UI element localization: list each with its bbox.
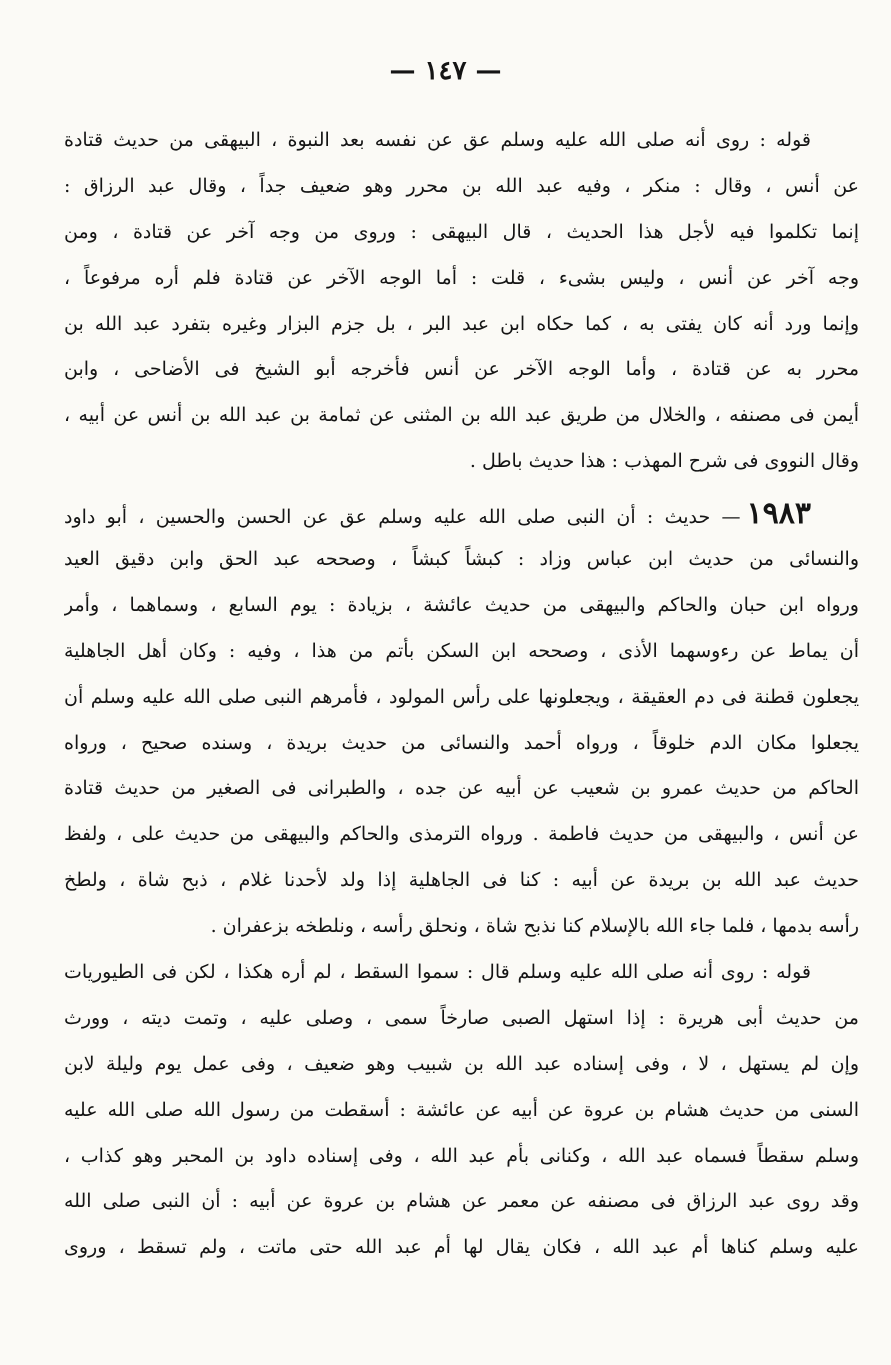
text-line: عن أنس ، والبيهقى من حديث فاطمة . ورواه الترمذى والحاكم والبيهقى من حديث على ، ولفظ [64,823,859,846]
text-line: وجه آخر عن أنس ، وليس بشىء ، قلت : أما الوجه الآخر عن قتادة فلم أره مرفوعاً ، [64,266,859,289]
text-line: وقد روى عبد الرزاق فى مصنفه عن معمر عن هشام بن عروة عن أبيه : أن النبى صلى الله [64,1190,859,1213]
page-number: — ١٤٧ — [389,56,502,86]
text-line: عليه وسلم كناها أم عبد الله ، فكان يقال لها أم عبد الله حتى ماتت ، ولم تسقط ، وروى [64,1236,859,1259]
text-line: وقال النووى فى شرح المهذب : هذا حديث باطل . [469,450,859,473]
text-line: أيمن فى مصنفه ، والخلال من طريق عبد الله بن المثنى عن ثمامة بن عبد الله بن أنس عن أبيه ، [64,404,859,427]
text-line: والنسائى من حديث ابن عباس وزاد : كبشاً كبشاً ، وصححه عبد الحق وابن دقيق العيد [64,548,859,571]
text-line: إنما تكلموا فيه لأجل هذا الحديث ، قال البيهقى : وروى من وجه آخر عن قتادة ، ومن [64,220,859,243]
text-line: وإنما ورد أنه كان يفتى به ، كما حكاه ابن عبد البر ، بل جزم البزار وغيره بتفرد عبد الله بن [64,312,859,335]
text-line: يجعلوا مكان الدم خلوقاً ، ورواه أحمد والنسائى من حديث بريدة ، وسنده صحيح ، ورواه [64,731,859,754]
text-line: ورواه ابن حبان والحاكم والبيهقى من حديث عائشة ، بزيادة : يوم السابع ، وسماهما ، وأمر [64,593,859,616]
text-line: حديث عبد الله بن بريدة عن أبيه : كنا فى الجاهلية إذا ولد لأحدنا غلام ، ذبح شاة ، ولطخ [64,869,859,892]
text-line: من حديث أبى هريرة : إذا استهل الصبى صارخاً سمى ، وصلى عليه ، وتمت ديته ، وورث [64,1006,859,1029]
text-line: وسلم سقطاً فسماه عبد الله ، وكنانى بأم عبد الله ، وفى إسناده داود بن المحبر وهو كذاب ، [64,1144,859,1167]
hadith-line [64,491,859,537]
text-line: محرر به عن قتادة ، وأما الوجه الآخر عن أنس فأخرجه أبو الشيخ فى الأضاحى ، وابن [64,358,859,381]
text-line: رأسه بدمها ، فلما جاء الله بالإسلام كنا نذبح شاة ، ونحلق رأسه ، ونلطخه بزعفران . [210,915,859,938]
text-line: السنى من حديث هشام بن عروة عن أبيه عن عائشة : أسقطت من رسول الله صلى الله عليه [64,1098,859,1121]
text-line: قوله : روى أنه صلى الله عليه وسلم عق عن نفسه بعد النبوة ، البيهقى من حديث قتادة [64,129,811,151]
main-text [64,118,859,1271]
text-line: يجعلون قطنة فى دم العقيقة ، ويجعلونها على رأس المولود ، فأمرهم النبى صلى الله عليه وسلم أن [64,685,859,708]
text-line: أن يماط عن رءوسهما الأذى ، وصححه ابن السكن بأتم من هذا ، وفيه : وكان أهل الجاهلية [64,639,859,662]
hadith-number: ١٩٨٣ [746,496,811,532]
text-line: الحاكم من حديث عمرو بن شعيب عن أبيه عن جده ، والطبرانى فى الصغير من حديث قتادة [64,777,859,800]
text-line: عن أنس ، وقال : منكر ، وفيه عبد الله بن محرر وهو ضعيف جداً ، وقال عبد الرزاق : [64,174,859,197]
text-line: — حديث : أن النبى صلى الله عليه وسلم عق عن الحسن والحسين ، أبو داود [64,506,741,529]
text-line: قوله : روى أنه صلى الله عليه وسلم قال : سموا السقط ، لم أره هكذا ، لكن فى الطيوريات [64,961,811,984]
text-line: وإن لم يستهل ، لا ، وفى إسناده عبد الله بن شبيب وهو ضعيف ، وفى عمل يوم وليلة لابن [64,1052,859,1075]
